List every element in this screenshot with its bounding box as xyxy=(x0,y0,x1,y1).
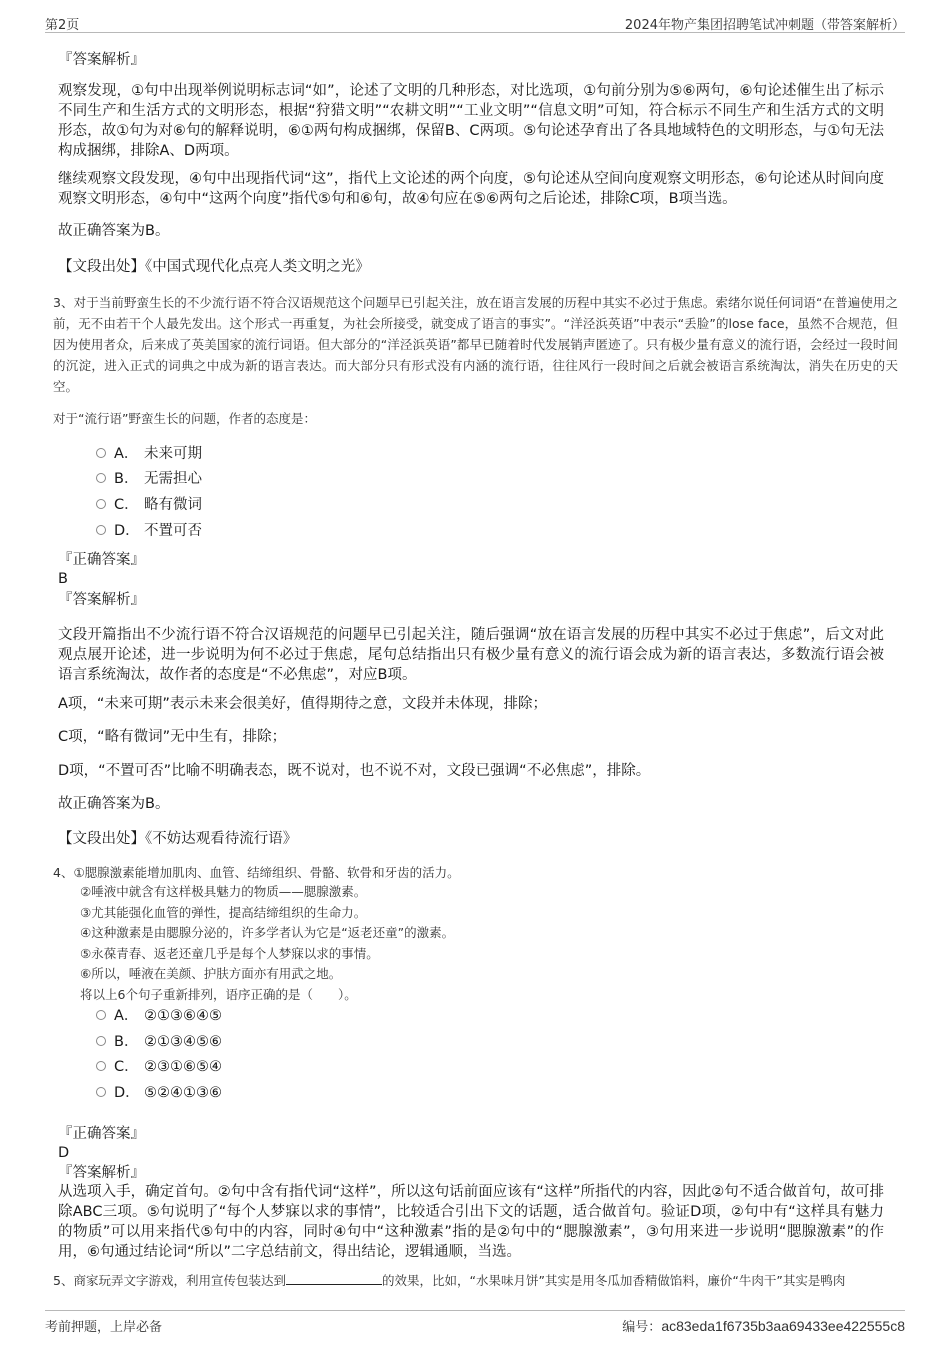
radio-icon[interactable] xyxy=(96,1010,106,1020)
q4-sentence-2: ②唾液中就含有这样极具魅力的物质——腮腺激素。 xyxy=(80,884,367,899)
q4-sentence-5: ⑤永葆青春、返老还童几乎是每个人梦寐以求的事情。 xyxy=(80,946,379,961)
q3-option-b[interactable]: B． 无需担心 xyxy=(96,469,202,489)
q3-source: 【文段出处】《不妨达观看待流行语》 xyxy=(58,831,298,847)
q3-conclusion: 故正确答案为B。 xyxy=(58,796,170,812)
q4-option-b[interactable]: B． ②①③④⑤⑥ xyxy=(96,1032,222,1052)
page-header xyxy=(45,12,905,33)
q3-question: 对于“流行语”野蛮生长的问题，作者的态度是： xyxy=(53,411,316,426)
radio-icon[interactable] xyxy=(96,1087,106,1097)
q3-stem: 3、对于当前野蛮生长的不少流行语不符合汉语规范这个问题早已引起关注，放在语言发展的历程中其实不必过于焦虑。索绪尔说任何词语“在普遍使用之前，无不由若干个人最先发出。这个形式一再重复，为社会所接受，就变成了语言的事实”。“洋泾浜英语”中表示“丢脸”的lose face，虽然不合规范，但因为使用者众，后来成了英美国家的流行词语。但大部分的“洋泾浜英语”都早已随着时代发展销声匿迹了。只有极少量有意义的流行语，会经过一段时间的沉淀，进入正式的词典之中成为新的语言表达。而大部分只有形式没有内涵的流行语，往往风行一段时间之后就会被语言系统淘汰，消失在历史的天空。 xyxy=(53,295,898,394)
q2-conclusion: 故正确答案为B。 xyxy=(58,223,170,239)
q4-option-c[interactable]: C． ②③①⑥⑤④ xyxy=(96,1057,222,1077)
q3-answer: B xyxy=(58,571,68,587)
q2-analysis-p2: 继续观察文段发现，④句中出现指代词“这”，指代上文论述的两个向度，⑤句论述从空间向度观察文明形态，⑥句论述从时间向度观察文明形态，④句中“这两个向度”指代⑤句和⑥句，故④句应在⑤⑥两句之后论述，排除C项，B项当选。 xyxy=(58,171,884,207)
radio-icon[interactable] xyxy=(96,499,106,509)
q3-analysis-p1: 文段开篇指出不少流行语不符合汉语规范的问题早已引起关注，随后强调“放在语言发展的历程中其实不必过于焦虑”，后文对此观点展开论述，进一步说明为何不必过于焦虑，尾句总结指出只有极少量有意义的流行语会成为新的语言表达，多数流行语会被语言系统淘汰，故作者的态度是“不必焦虑”，对应B项。 xyxy=(58,627,884,683)
q4-analysis-label: 『答案解析』 xyxy=(58,1165,145,1181)
q4-answer-label: 『正确答案』 xyxy=(58,1126,145,1142)
q2-analysis-p1: 观察发现，①句中出现举例说明标志词“如”，论述了文明的几种形态，对比选项，①句前分别为⑤⑥两句，⑥句论述催生出了标示不同生产和生活方式的文明形态，根据“狩猎文明”“农耕文明”“工业文明”“信息文明”可知，符合标示不同生产和生活方式的文明形态，故①句为对⑥句的解释说明，⑥①两句构成捆绑，保留B、C两项。⑤句论述孕育出了各具地域特色的文明形态，与①句无法构成捆绑，排除A、D两项。 xyxy=(58,83,884,159)
q3-option-d[interactable]: D． 不置可否 xyxy=(96,521,202,541)
q4-sentence-1: 4、①腮腺激素能增加肌肉、血管、结缔组织、骨骼、软骨和牙齿的活力。 xyxy=(53,865,460,880)
q3-analysis-a: A项，“未来可期”表示未来会很美好，值得期待之意，文段并未体现，排除； xyxy=(58,696,547,712)
q3-analysis-label: 『答案解析』 xyxy=(58,592,145,608)
fill-blank xyxy=(286,1271,382,1285)
q4-sentence-6: ⑥所以，唾液在美颜、护肤方面亦有用武之地。 xyxy=(80,966,342,981)
q4-option-d[interactable]: D． ⑤②④①③⑥ xyxy=(96,1083,222,1103)
q4-sentence-4: ④这种激素是由腮腺分泌的，许多学者认为它是“返老还童”的激素。 xyxy=(80,925,455,940)
radio-icon[interactable] xyxy=(96,1061,106,1071)
q3-option-a[interactable]: A． 未来可期 xyxy=(96,444,202,464)
q3-option-c[interactable]: C． 略有微词 xyxy=(96,495,202,515)
footer-slogan: 考前押题，上岸必备 xyxy=(45,1320,163,1335)
q4-analysis-p1: 从选项入手，确定首句。②句中含有指代词“这样”，所以这句话前面应该有“这样”所指代的内容，因此②句不适合做首句，故可排除ABC三项。⑤句说明了“每个人梦寐以求的事情”，比较适合引出下文的话题，适合做首句。验证D项，②句中有“这样具有魅力的物质”可以用来指代⑤句中的内容，同时④句中“这种激素”指的是②句中的“腮腺激素”，③句用来进一步说明“腮腺激素”的作用，⑥句通过结论词“所以”二字总结前文，得出结论，逻辑通顺，当选。 xyxy=(58,1184,884,1260)
q3-analysis-c: C项，“略有微词”无中生有，排除； xyxy=(58,729,287,745)
radio-icon[interactable] xyxy=(96,1036,106,1046)
q3-answer-label: 『正确答案』 xyxy=(58,552,145,568)
q5-stem: 5、商家玩弄文字游戏，利用宣传包装达到 的效果，比如，“水果味月饼”其实是用冬瓜加香精做馅料，廉价“牛肉干”其实是鸭肉 xyxy=(53,1273,846,1288)
q2-analysis-label: 『答案解析』 xyxy=(58,52,145,68)
q4-option-a[interactable]: A． ②①③⑥④⑤ xyxy=(96,1006,222,1026)
q4-sentence-3: ③尤其能强化血管的弹性，提高结缔组织的生命力。 xyxy=(80,905,367,920)
radio-icon[interactable] xyxy=(96,473,106,483)
document-code: 编号：ac83eda1f6735b3aa69433ee422555c8 xyxy=(622,1318,905,1335)
radio-icon[interactable] xyxy=(96,525,106,535)
q4-answer: D xyxy=(58,1145,70,1161)
q3-analysis-d: D项，“不置可否”比喻不明确表态，既不说对，也不说不对，文段已强调“不必焦虑”，排除。 xyxy=(58,763,651,779)
q2-source: 【文段出处】《中国式现代化点亮人类文明之光》 xyxy=(58,259,370,275)
page-footer xyxy=(45,1310,905,1337)
q4-question: 将以上6个句子重新排列，语序正确的是（ ）。 xyxy=(80,987,357,1002)
radio-icon[interactable] xyxy=(96,448,106,458)
page-number: 第2页 xyxy=(45,18,80,33)
document-title: 2024年物产集团招聘笔试冲刺题（带答案解析） xyxy=(624,18,905,33)
